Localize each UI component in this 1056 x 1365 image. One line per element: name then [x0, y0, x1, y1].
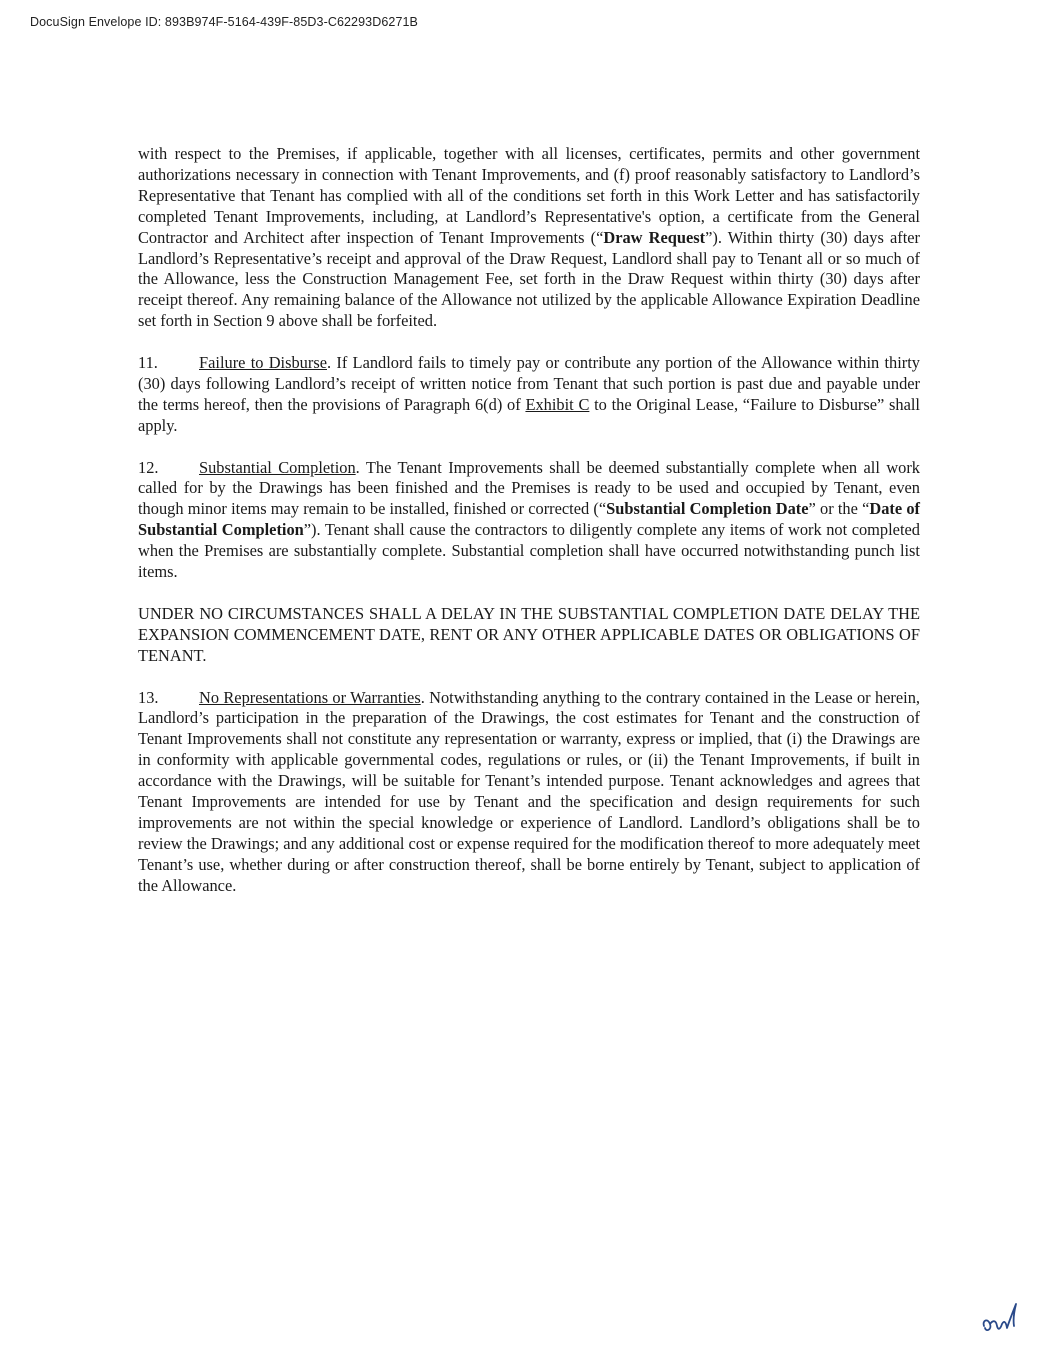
term-draw-request: Draw Request: [603, 227, 706, 247]
section-12: 12. Substantial Completion. The Tenant Improvements shall be deemed substantially complete when all work called for by the Drawings has been finished and the Premises is ready to be used and occupied by Tenant, even though minor items may remain to be installed, finished or corrected (“Substantial Completion Date” or the “Date of Substantial Completion”). Tenant shall cause the contractors to diligently complete any items of work not completed when the Premises are substantially complete. Substantial completion shall have occurred notwithstanding punch list items.: [138, 457, 921, 582]
docusign-envelope-id: DocuSign Envelope ID: 893B974F-5164-439F-85D3-C62293D6271B: [30, 15, 418, 29]
section-number: 12.: [138, 457, 159, 477]
term-substantial-completion-date: Substantial Completion Date: [606, 499, 809, 519]
document-body: [138, 144, 920, 917]
section-13: 13. No Representations or Warranties. Notwithstanding anything to the contrary contained in the Lease or herein, Landlord’s participation in the preparation of the Drawings, the cost estimates for Tenant and the construction of Tenant Improvements shall not constitute any representation or warranty, express or implied, that (i) the Drawings are in conformity with applicable governmental codes, regulations or rules, or (ii) the Tenant Improvements, if built in accordance with the Drawings, will be suitable for Tenant’s intended purpose. Tenant acknowledges and agrees that Tenant Improvements are intended for use by Tenant and the specification and design requirements for such improvements are not within the special knowledge or experience of Landlord. Landlord’s obligations shall be to review the Drawings; and any additional cost or expense required for the modification thereof to more adequately meet Tenant’s use, whether during or after construction thereof, shall be borne entirely by Tenant, subject to application of the Allowance.: [138, 687, 921, 895]
exhibit-reference: Exhibit C: [525, 394, 590, 414]
section-heading: Failure to Disburse: [199, 353, 327, 373]
section-heading: No Representations or Warranties: [199, 687, 421, 707]
handwritten-initials: [980, 1296, 1026, 1342]
section-heading: Substantial Completion: [199, 457, 356, 477]
caps-notice-paragraph: UNDER NO CIRCUMSTANCES SHALL A DELAY IN THE SUBSTANTIAL COMPLETION DATE DELAY THE EXPANSION COMMENCEMENT DATE, RENT OR ANY OTHER APPLICABLE DATES OR OBLIGATIONS OF TENANT.: [138, 603, 920, 665]
term-date-of-substantial-completion: Date of Substantial Completion: [138, 499, 920, 540]
continued-paragraph: with respect to the Premises, if applicable, together with all licenses, certificates, permits and other government authorizations necessary in connection with Tenant Improvements, and (f) proof reasonably satisfactory to Landlord’s Representative that Tenant has complied with all of the conditions set forth in this Work Letter and has satisfactorily completed Tenant Improvements, including, at Landlord’s Representative's option, a certificate from the General Contractor and Architect after inspection of Tenant Improvements (“Draw Request”). Within thirty (30) days after Landlord’s Representative’s receipt and approval of the Draw Request, Landlord shall pay to Tenant all or so much of the Allowance, less the Construction Management Fee, set forth in the Draw Request within thirty (30) days after receipt thereof. Any remaining balance of the Allowance not utilized by the applicable Allowance Expiration Deadline set forth in Section 9 above shall be forfeited.: [138, 144, 920, 331]
section-number: 11.: [138, 353, 158, 373]
section-number: 13.: [138, 687, 159, 707]
section-11: 11. Failure to Disburse. If Landlord fails to timely pay or contribute any portion of the Allowance within thirty (30) days following Landlord’s receipt of written notice from Tenant that such portion is past due and payable under the terms hereof, then the provisions of Paragraph 6(d) of Exhibit C to the Original Lease, “Failure to Disburse” shall apply.: [138, 353, 920, 435]
